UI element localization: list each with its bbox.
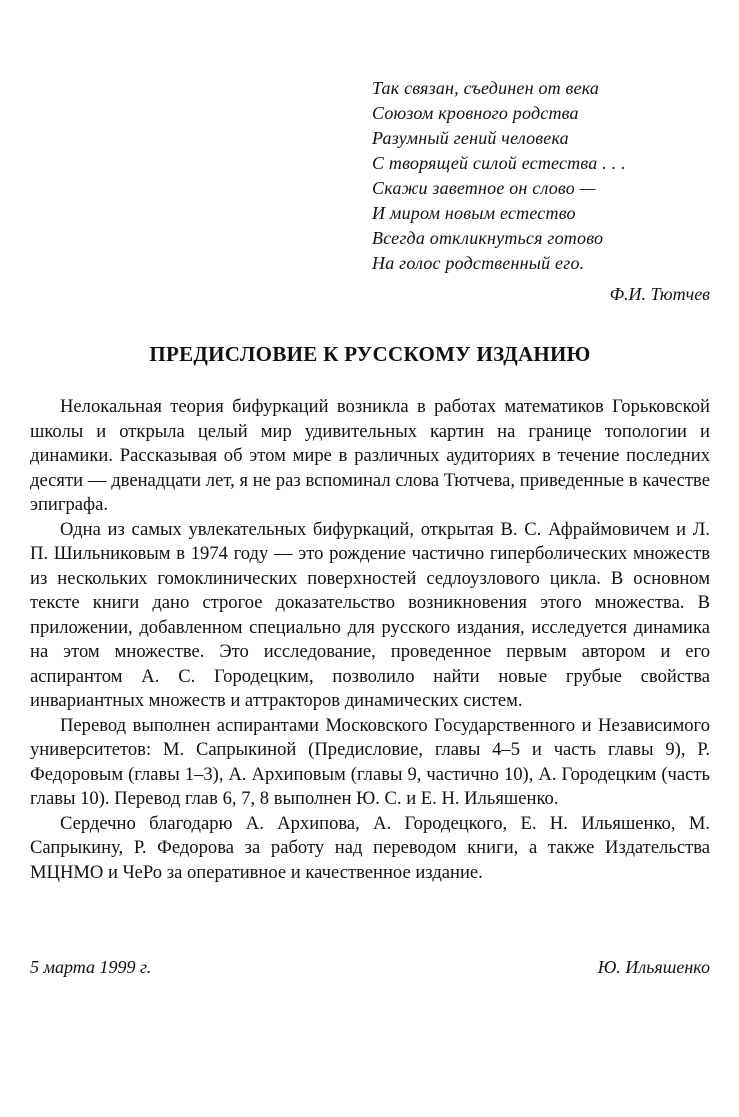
- epigraph-line: Скажи заветное он слово —: [372, 178, 596, 198]
- signoff-date: 5 марта 1999 г.: [30, 957, 152, 977]
- epigraph-line: Разумный гений человека: [372, 128, 569, 148]
- paragraph: Сердечно благодарю А. Архипова, А. Городецкого, Е. Н. Ильяшенко, М. Сапрыкину, Р. Федорова за работу над переводом книги, а также Издательства МЦНМО и ЧеРо за оперативное и качественное издание.: [30, 812, 710, 883]
- paragraph: Нелокальная теория бифуркаций возникла в работах математиков Горьковской школы и открыла целый мир удивительных картин на границе топологии и динамики. Рассказывая об этом мире в различных аудиториях в течение последних десяти — двенадцати лет, я не раз вспоминал слова Тютчева, приведенные в качестве эпиграфа.: [30, 396, 710, 515]
- epigraph-line: Союзом кровного родства: [372, 103, 579, 123]
- epigraph-line: И миром новым естество: [372, 203, 576, 223]
- epigraph-author: Ф.И. Тютчев: [609, 284, 710, 304]
- epigraph-line: На голос родственный его.: [372, 253, 585, 273]
- epigraph: [372, 76, 710, 276]
- epigraph-line: С творящей силой естества . . .: [372, 153, 626, 173]
- paragraph: Перевод выполнен аспирантами Московского Государственного и Независимого университетов: М. Сапрыкиной (Предисловие, главы 4–5 и часть главы 9), Р. Федоровым (главы 1–3), А. Архиповым (главы 9, частично 10), А. Городецким (часть главы 10). Перевод глав 6, 7, 8 выполнен Ю. С. и Е. Н. Ильяшенко.: [30, 714, 710, 809]
- epigraph-line: Так связан, съединен от века: [372, 78, 600, 98]
- epigraph-line: Всегда откликнуться готово: [372, 228, 604, 248]
- preface-body: [30, 395, 710, 885]
- document-page: [30, 0, 710, 1117]
- page-title: ПРЕДИСЛОВИЕ К РУССКОМУ ИЗДАНИЮ: [149, 342, 591, 366]
- signoff-name: Ю. Ильяшенко: [597, 957, 710, 977]
- paragraph: Одна из самых увлекательных бифуркаций, открытая В. С. Афраймовичем и Л. П. Шильниковым в 1974 году — это рождение частично гиперболических множеств из нескольких гомоклинических поверхностей седлоузлового цикла. В основном тексте книги дано строгое доказательство возникновения этого множества. В приложении, добавленном специально для русского издания, исследуется динамика на этом множестве. Это исследование, проведенное первым автором и его аспирантом А. С. Городецким, позволило найти новые грубые свойства инвариантных множеств и аттракторов динамических систем.: [30, 518, 710, 711]
